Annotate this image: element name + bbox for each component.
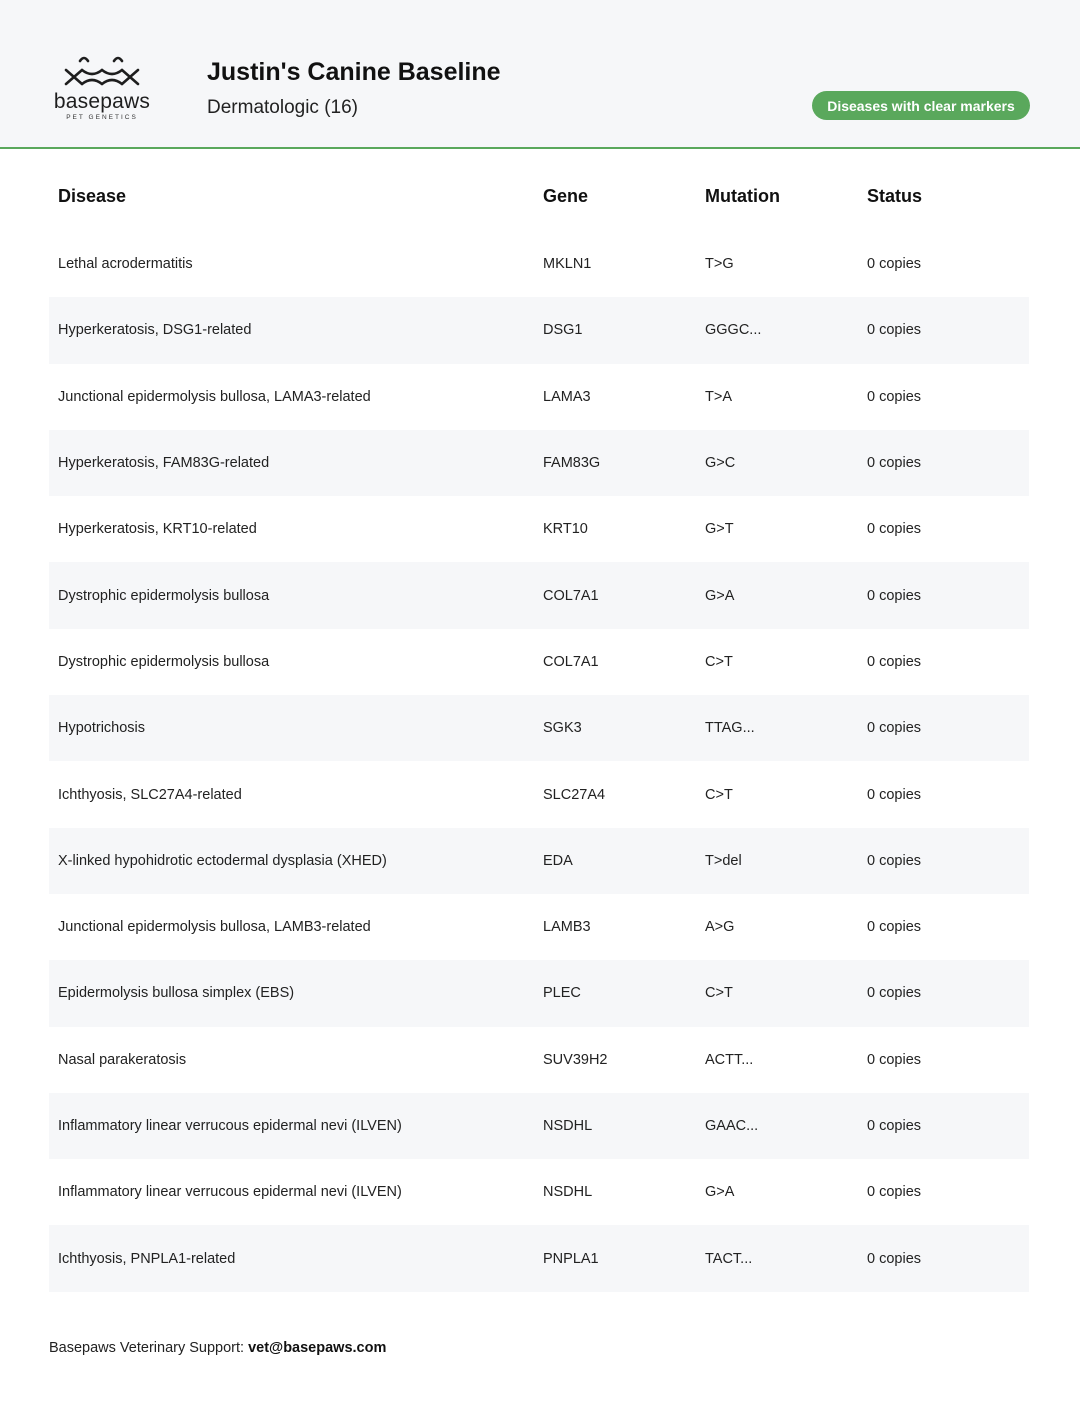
table-row bbox=[49, 1027, 1029, 1093]
gene-cell: DSG1 bbox=[534, 297, 696, 363]
mutation-cell: G>T bbox=[705, 521, 734, 538]
gene-cell: KRT10 bbox=[543, 521, 588, 538]
report-header bbox=[0, 0, 1080, 149]
disease-cell: Hypotrichosis bbox=[49, 695, 534, 761]
mutation-cell: A>G bbox=[705, 919, 735, 936]
table-row bbox=[49, 1093, 1029, 1159]
disease-cell: Hyperkeratosis, DSG1-related bbox=[49, 297, 534, 363]
gene-cell: MKLN1 bbox=[543, 256, 592, 273]
cat-face-icon bbox=[64, 54, 140, 88]
status-cell: 0 copies bbox=[858, 1225, 1029, 1291]
mutation-cell: TACT... bbox=[696, 1225, 858, 1291]
disease-cell: Junctional epidermolysis bullosa, LAMA3-related bbox=[58, 388, 371, 405]
table-row bbox=[49, 430, 1029, 496]
disease-cell: Epidermolysis bullosa simplex (EBS) bbox=[49, 960, 534, 1026]
gene-cell: SUV39H2 bbox=[543, 1051, 608, 1068]
table-row bbox=[49, 297, 1029, 363]
disease-cell: Hyperkeratosis, FAM83G-related bbox=[49, 430, 534, 496]
column-header-gene: Gene bbox=[543, 185, 589, 206]
mutation-cell: ACTT... bbox=[705, 1051, 754, 1068]
brand-name: basepaws bbox=[53, 90, 151, 113]
mutation-cell: T>del bbox=[696, 828, 858, 894]
mutation-cell: C>T bbox=[705, 653, 733, 670]
mutation-cell: GGGC... bbox=[696, 297, 858, 363]
mutation-cell: TTAG... bbox=[696, 695, 858, 761]
status-cell: 0 copies bbox=[858, 430, 1029, 496]
gene-cell: SLC27A4 bbox=[543, 786, 606, 803]
status-cell: 0 copies bbox=[867, 786, 922, 803]
mutation-cell: GAAC... bbox=[696, 1093, 858, 1159]
gene-cell: PNPLA1 bbox=[534, 1225, 696, 1291]
table-row bbox=[49, 828, 1029, 894]
status-cell: 0 copies bbox=[867, 653, 922, 670]
disease-cell: Dystrophic epidermolysis bullosa bbox=[58, 653, 270, 670]
gene-cell: PLEC bbox=[534, 960, 696, 1026]
status-cell: 0 copies bbox=[858, 960, 1029, 1026]
disease-cell: X-linked hypohidrotic ectodermal dysplasia (XHED) bbox=[49, 828, 534, 894]
disease-cell: Ichthyosis, PNPLA1-related bbox=[49, 1225, 534, 1291]
mutation-cell: T>G bbox=[705, 256, 734, 273]
mutation-cell: C>T bbox=[696, 960, 858, 1026]
gene-cell: FAM83G bbox=[534, 430, 696, 496]
disease-cell: Dystrophic epidermolysis bullosa bbox=[49, 562, 534, 628]
mutation-cell: G>A bbox=[696, 562, 858, 628]
gene-cell: LAMB3 bbox=[543, 919, 591, 936]
status-cell: 0 copies bbox=[858, 562, 1029, 628]
table-row bbox=[49, 1159, 1029, 1225]
disease-cell: Inflammatory linear verrucous epidermal nevi (ILVEN) bbox=[58, 1184, 402, 1201]
basepaws-logo bbox=[48, 54, 158, 124]
mutation-cell: G>C bbox=[696, 430, 858, 496]
gene-cell: NSDHL bbox=[534, 1093, 696, 1159]
disease-table bbox=[49, 161, 1029, 1292]
table-header-row bbox=[49, 161, 1029, 231]
mutation-cell: G>A bbox=[705, 1184, 735, 1201]
support-footer bbox=[49, 1340, 386, 1356]
column-header-mutation: Mutation bbox=[705, 185, 780, 206]
table-row bbox=[49, 894, 1029, 960]
gene-cell: COL7A1 bbox=[534, 562, 696, 628]
column-header-status: Status bbox=[867, 185, 923, 206]
table-row bbox=[49, 364, 1029, 430]
table-row bbox=[49, 231, 1029, 297]
status-cell: 0 copies bbox=[858, 1093, 1029, 1159]
gene-cell: COL7A1 bbox=[543, 653, 599, 670]
table-row bbox=[49, 1225, 1029, 1291]
brand-tagline: PET GENETICS bbox=[66, 114, 138, 121]
status-cell: 0 copies bbox=[867, 521, 922, 538]
table-row bbox=[49, 562, 1029, 628]
disease-cell: Junctional epidermolysis bullosa, LAMB3-related bbox=[58, 919, 371, 936]
table-row bbox=[49, 695, 1029, 761]
support-email[interactable]: vet@basepaws.com bbox=[248, 1340, 387, 1356]
mutation-cell: T>A bbox=[705, 388, 732, 405]
status-cell: 0 copies bbox=[858, 828, 1029, 894]
mutation-cell: C>T bbox=[705, 786, 733, 803]
status-cell: 0 copies bbox=[867, 1051, 922, 1068]
status-cell: 0 copies bbox=[858, 297, 1029, 363]
disease-cell: Hyperkeratosis, KRT10-related bbox=[58, 521, 257, 538]
disease-cell: Ichthyosis, SLC27A4-related bbox=[58, 786, 242, 803]
status-cell: 0 copies bbox=[867, 1184, 922, 1201]
gene-cell: SGK3 bbox=[534, 695, 696, 761]
column-header-disease: Disease bbox=[58, 185, 127, 206]
status-cell: 0 copies bbox=[858, 695, 1029, 761]
gene-cell: EDA bbox=[534, 828, 696, 894]
table-row bbox=[49, 761, 1029, 827]
status-cell: 0 copies bbox=[867, 256, 922, 273]
table-row bbox=[49, 629, 1029, 695]
report-subtitle: Dermatologic (16) bbox=[207, 97, 358, 118]
clear-markers-badge: Diseases with clear markers bbox=[812, 91, 1030, 120]
support-label: Basepaws Veterinary Support: bbox=[49, 1340, 245, 1356]
disease-cell: Nasal parakeratosis bbox=[58, 1051, 187, 1068]
gene-cell: NSDHL bbox=[543, 1184, 593, 1201]
gene-cell: LAMA3 bbox=[543, 388, 591, 405]
disease-cell: Inflammatory linear verrucous epidermal nevi (ILVEN) bbox=[49, 1093, 534, 1159]
table-row bbox=[49, 496, 1029, 562]
disease-cell: Lethal acrodermatitis bbox=[58, 256, 193, 273]
status-cell: 0 copies bbox=[867, 388, 922, 405]
table-row bbox=[49, 960, 1029, 1026]
status-cell: 0 copies bbox=[867, 919, 922, 936]
report-title: Justin's Canine Baseline bbox=[207, 58, 501, 86]
